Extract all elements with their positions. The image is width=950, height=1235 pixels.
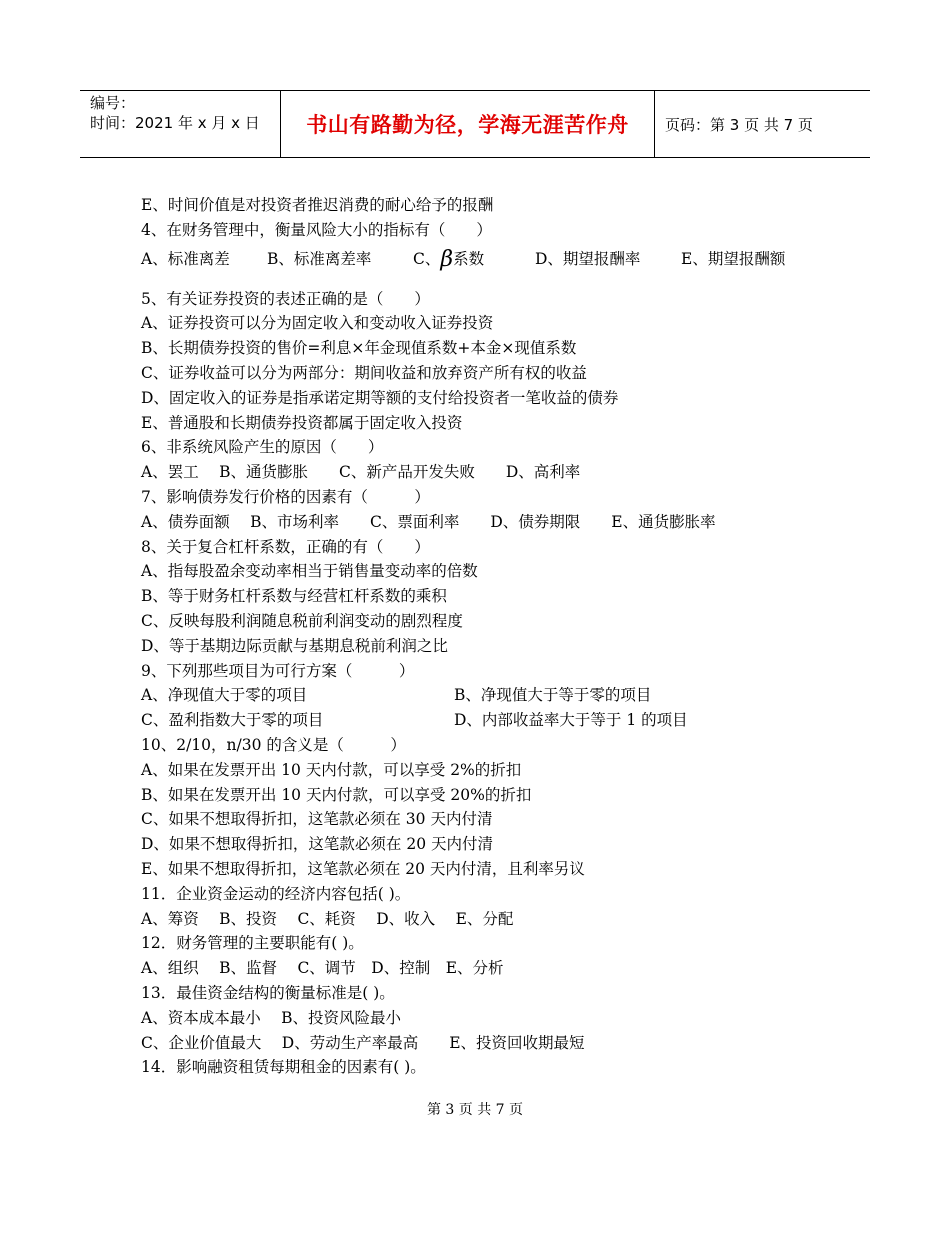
page-footer <box>0 1099 950 1119</box>
question-9: 9、下列那些项目为可行方案（ ） <box>141 661 415 680</box>
question-4: 4、在财务管理中，衡量风险大小的指标有（ ） <box>141 220 492 239</box>
question-14: 14．影响融资租赁每期租金的因素有( )。 <box>141 1058 426 1077</box>
motto: 书山有路勤为径，学海无涯苦作舟 <box>306 113 629 137</box>
option-b: B、标准离差率 <box>267 249 372 268</box>
number-label: 编号： <box>90 94 136 112</box>
option-line: A、资本成本最小 B、投资风险最小 <box>141 1008 402 1027</box>
option-b: B、净现值大于等于零的项目 <box>454 686 652 705</box>
question-11: 11．企业资金运动的经济内容包括( )。 <box>141 884 411 903</box>
option-line <box>141 683 841 708</box>
option-line: B、如果在发票开出 10 天内付款，可以享受 20%的折扣 <box>141 785 532 804</box>
option-line <box>141 708 841 733</box>
question-12: 12．财务管理的主要职能有( )。 <box>141 934 364 953</box>
option-line: B、长期债券投资的售价=利息×年金现值系数+本金×现值系数 <box>141 339 577 358</box>
footer-page-number: 第 3 页 共 7 页 <box>426 1102 524 1118</box>
option-line: D、固定收入的证券是指承诺定期等额的支付给投资者一笔收益的债券 <box>141 388 619 407</box>
option-line: A、如果在发票开出 10 天内付款，可以享受 2%的折扣 <box>141 760 522 779</box>
question-10: 10、2/10，n/30 的含义是（ ） <box>141 735 406 754</box>
option-line: A、罢工 B、通货膨胀 C、新产品开发失败 D、高利率 <box>141 463 581 482</box>
option-line: A、筹资 B、投资 C、耗资 D、收入 E、分配 <box>141 909 514 928</box>
time-label: 时间：2021 年 x 月 x 日 <box>90 114 260 132</box>
option-line: C、反映每股利润随息税前利润变动的剧烈程度 <box>141 611 463 630</box>
option-d: D、内部收益率大于等于 1 的项目 <box>454 711 688 730</box>
option-line: C、证券收益可以分为两部分：期间收益和放弃资产所有权的收益 <box>141 363 587 382</box>
question-4-options <box>141 243 841 275</box>
option-line: A、指每股盈余变动率相当于销售量变动率的倍数 <box>141 562 478 581</box>
question-7: 7、影响债券发行价格的因素有（ ） <box>141 487 430 506</box>
option-line: B、等于财务杠杆系数与经营杠杆系数的乘积 <box>141 587 447 606</box>
page-code: 页码：第 3 页 共 7 页 <box>665 115 813 134</box>
option-c: C、β系数 <box>413 243 535 276</box>
question-8: 8、关于复合杠杆系数，正确的有（ ） <box>141 537 430 556</box>
option-line: E、普通股和长期债券投资都属于固定收入投资 <box>141 413 463 432</box>
option-line: A、组织 B、监督 C、调节 D、控制 E、分析 <box>141 959 504 978</box>
question-13: 13．最佳资金结构的衡量标准是( )。 <box>141 983 395 1002</box>
header-page-code-cell <box>655 91 870 157</box>
option-c: C、盈利指数大于零的项目 <box>141 711 324 730</box>
option-line: C、如果不想取得折扣，这笔款必须在 30 天内付清 <box>141 810 493 829</box>
option-a: A、标准离差 <box>141 249 230 268</box>
option-line: D、如果不想取得折扣，这笔款必须在 20 天内付清 <box>141 835 494 854</box>
option-line: D、等于基期边际贡献与基期息税前利润之比 <box>141 636 448 655</box>
option-line: A、证券投资可以分为固定收入和变动收入证券投资 <box>141 314 494 333</box>
question-6: 6、非系统风险产生的原因（ ） <box>141 438 384 457</box>
header-motto-cell <box>281 91 655 157</box>
page-header <box>80 90 870 158</box>
option-e: E、期望报酬额 <box>681 249 786 268</box>
header-meta <box>80 91 281 157</box>
text-line: E、时间价值是对投资者推迟消费的耐心给予的报酬 <box>141 196 494 214</box>
option-a: A、净现值大于零的项目 <box>141 686 308 705</box>
question-5: 5、有关证券投资的表述正确的是（ ） <box>141 289 430 308</box>
option-line: C、企业价值最大 D、劳动生产率最高 E、投资回收期最短 <box>141 1033 585 1052</box>
document-body <box>141 193 841 1080</box>
option-d: D、期望报酬率 <box>535 249 641 268</box>
option-line: E、如果不想取得折扣，这笔款必须在 20 天内付清，且利率另议 <box>141 859 585 878</box>
beta-symbol: β <box>440 246 454 272</box>
option-line: A、债券面额 B、市场利率 C、票面利率 D、债券期限 E、通货膨胀率 <box>141 512 716 531</box>
